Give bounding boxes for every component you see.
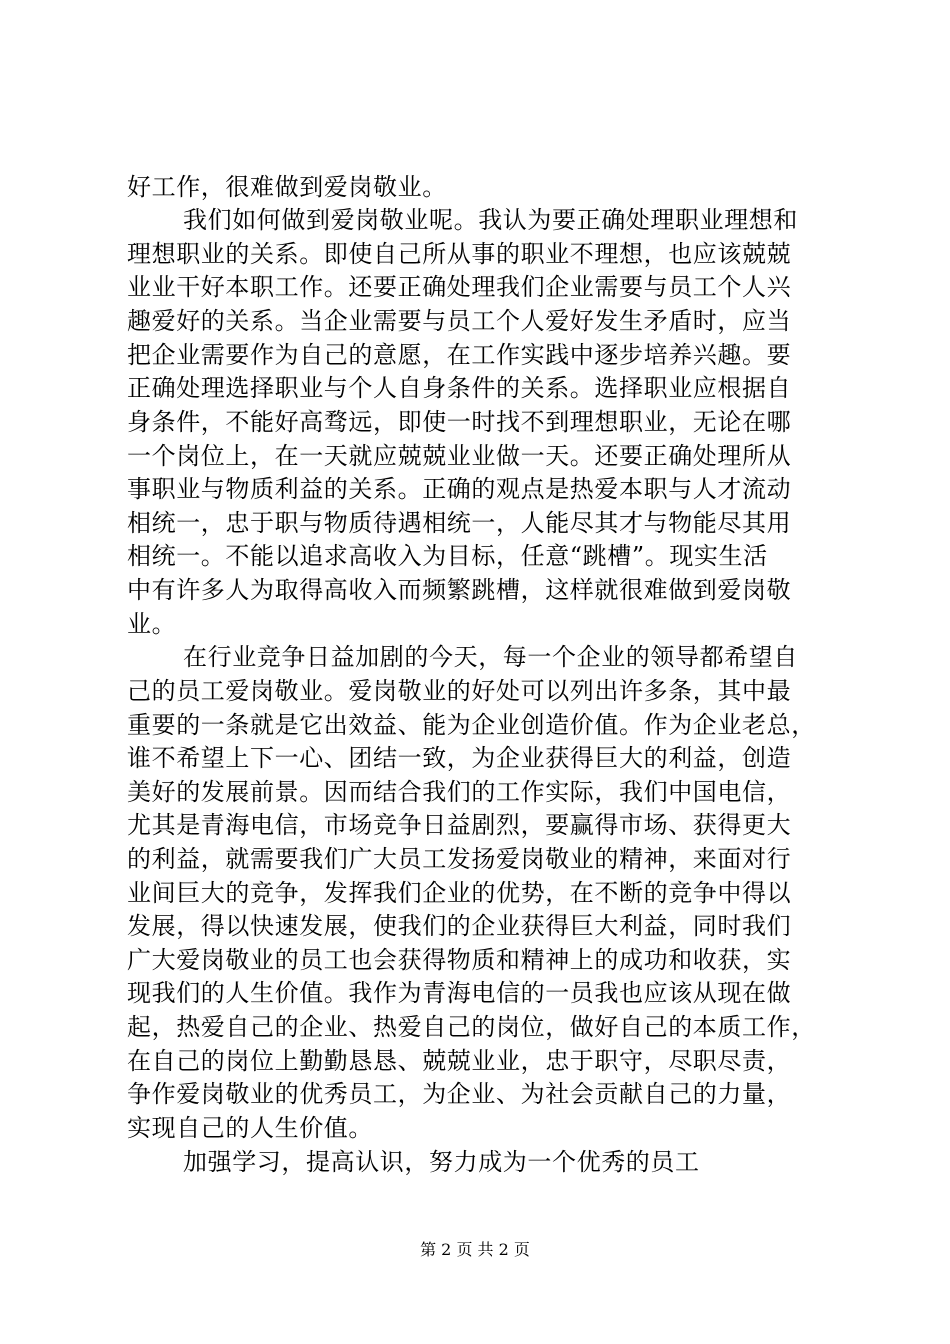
text-line: 业业干好本职工作。还要正确处理我们企业需要与员工个人兴 <box>127 273 792 301</box>
text-line: 在自己的岗位上勤勤恳恳、兢兢业业，忠于职守，尽职尽责， <box>127 1047 792 1075</box>
text-line: 业。 <box>127 610 177 638</box>
text-line: 身条件，不能好高骛远，即使一时找不到理想职业，无论在哪 <box>127 408 792 436</box>
text-line: 实现自己的人生价值。 <box>127 1114 373 1142</box>
text-line: 好工作，很难做到爱岗敬业。 <box>127 173 447 201</box>
text-line: 广大爱岗敬业的员工也会获得物质和精神上的成功和收获，实 <box>127 946 792 974</box>
text-line: 争作爱岗敬业的优秀员工，为企业、为社会贡献自己的力量， <box>127 1080 792 1108</box>
text-line: 把企业需要作为自己的意愿，在工作实践中逐步培养兴趣。要 <box>127 341 792 369</box>
text-line: 相统一。不能以追求高收入为目标，任意“跳槽”。现实生活 <box>127 542 768 570</box>
text-line: 理想职业的关系。即使自己所从事的职业不理想，也应该兢兢 <box>127 240 792 268</box>
text-line: 相统一，忠于职与物质待遇相统一，人能尽其才与物能尽其用 <box>127 509 792 537</box>
text-line: 在行业竞争日益加剧的今天，每一个企业的领导都希望自 <box>183 643 798 671</box>
text-line: 己的员工爱岗敬业。爱岗敬业的好处可以列出许多条，其中最 <box>127 677 792 705</box>
text-line: 美好的发展前景。因而结合我们的工作实际，我们中国电信， <box>127 778 792 806</box>
text-line: 趣爱好的关系。当企业需要与员工个人爱好发生矛盾时，应当 <box>127 307 792 335</box>
text-line: 的利益，就需要我们广大员工发扬爱岗敬业的精神，来面对行 <box>127 845 792 873</box>
text-line: 加强学习，提高认识，努力成为一个优秀的员工 <box>183 1148 700 1176</box>
text-line: 谁不希望上下一心、团结一致，为企业获得巨大的利益，创造 <box>127 744 792 772</box>
text-line: 我们如何做到爱岗敬业呢。我认为要正确处理职业理想和 <box>183 206 798 234</box>
page-number-footer: 第 2 页 共 2 页 <box>420 1240 530 1259</box>
text-line: 现我们的人生价值。我作为青海电信的一员我也应该从现在做 <box>127 979 792 1007</box>
text-line: 业间巨大的竞争，发挥我们企业的优势，在不断的竞争中得以 <box>127 879 792 907</box>
text-line: 正确处理选择职业与个人自身条件的关系。选择职业应根据自 <box>127 374 792 402</box>
text-line: 起，热爱自己的企业、热爱自己的岗位，做好自己的本质工作， <box>127 1013 816 1041</box>
text-line: 一个岗位上，在一天就应兢兢业业做一天。还要正确处理所从 <box>127 442 792 470</box>
text-line: 事职业与物质利益的关系。正确的观点是热爱本职与人才流动 <box>127 475 792 503</box>
text-line: 重要的一条就是它出效益、能为企业创造价值。作为企业老总， <box>127 711 816 739</box>
text-line: 发展，得以快速发展，使我们的企业获得巨大利益，同时我们 <box>127 912 792 940</box>
text-line: 尤其是青海电信，市场竞争日益剧烈，要赢得市场、获得更大 <box>127 811 792 839</box>
text-line: 中有许多人为取得高收入而频繁跳槽，这样就很难做到爱岗敬 <box>127 576 792 604</box>
